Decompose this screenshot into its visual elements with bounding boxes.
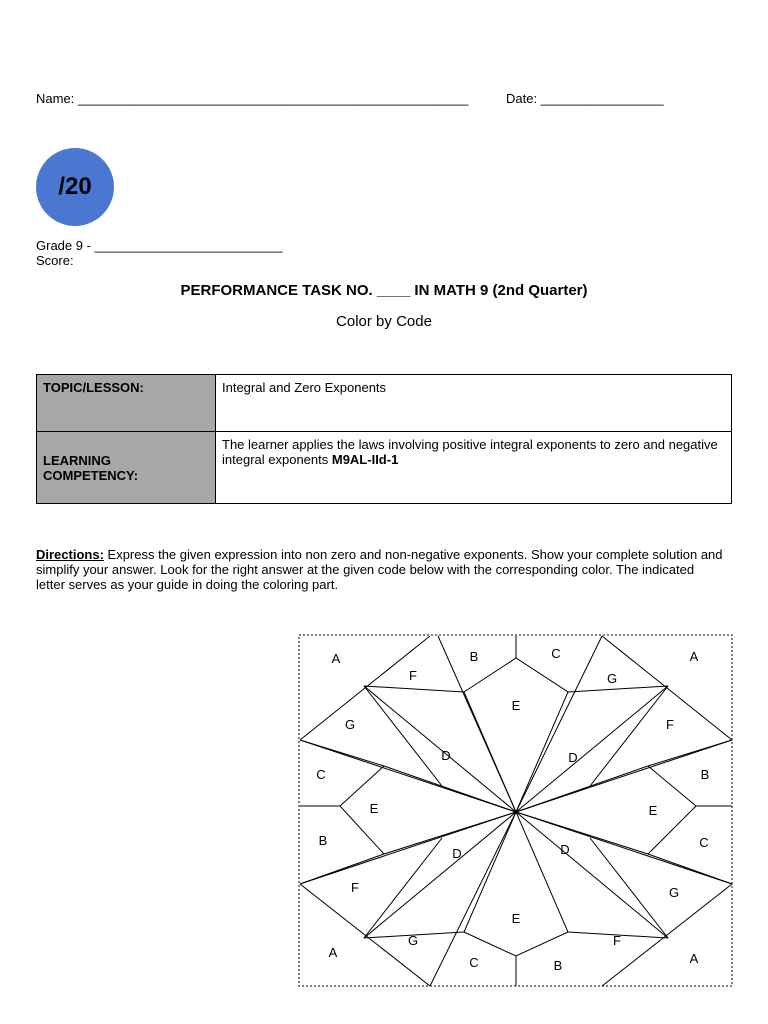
date-blank[interactable]: _________________ <box>540 91 664 106</box>
region-letter: D <box>441 748 451 763</box>
region-letter: B <box>469 649 479 664</box>
color-by-code-quilt <box>298 634 734 988</box>
region-letter: C <box>699 835 709 850</box>
competency-label: LEARNING COMPETENCY: <box>37 432 216 504</box>
region-letter: A <box>328 945 338 960</box>
date-field[interactable] <box>506 91 664 106</box>
lesson-info-table <box>36 374 732 504</box>
table-row <box>37 432 732 504</box>
name-field[interactable] <box>36 91 468 106</box>
region-letter: C <box>316 767 326 782</box>
region-letter: F <box>351 880 359 895</box>
competency-value: The learner applies the laws involving positive integral exponents to zero and negative integral exponents <box>222 437 718 467</box>
region-letter: G <box>668 885 680 900</box>
topic-label: TOPIC/LESSON: <box>37 375 216 432</box>
grade-line[interactable]: Grade 9 - __________________________ <box>36 238 283 253</box>
region-letter: D <box>452 846 462 861</box>
region-letter: B <box>700 767 710 782</box>
region-letter: C <box>469 955 479 970</box>
name-label: Name: <box>36 91 75 106</box>
region-letter: G <box>606 671 618 686</box>
competency-code: M9AL-IId-1 <box>331 452 399 467</box>
region-letter: B <box>553 958 563 973</box>
region-letter: A <box>689 649 699 664</box>
region-letter: B <box>318 833 328 848</box>
score-badge-text: /20 <box>58 173 92 200</box>
directions-text: Express the given expression into non zero and non-negative exponents. Show your complete solution and simplify your answer. Look for the right answer at the given code below with the corresponding color. The indicated letter serves as your guide in doing the coloring part. <box>36 547 723 592</box>
region-letter: G <box>407 933 419 948</box>
region-letter: E <box>511 698 521 713</box>
region-letter: G <box>344 717 356 732</box>
directions-label: Directions: <box>36 547 104 562</box>
score-badge <box>36 148 114 226</box>
region-letter: C <box>551 646 561 661</box>
region-letter: F <box>613 933 621 948</box>
region-letter: D <box>568 750 578 765</box>
region-letter: F <box>666 717 674 732</box>
quilt-lines <box>300 636 732 986</box>
page-subtitle: Color by Code <box>336 313 432 330</box>
competency-cell <box>216 432 732 504</box>
score-label: Score: <box>36 253 74 268</box>
region-letter: D <box>560 842 570 857</box>
topic-value: Integral and Zero Exponents <box>216 375 732 432</box>
region-letter: A <box>689 951 699 966</box>
region-letter: A <box>331 651 341 666</box>
region-letter: F <box>409 668 417 683</box>
name-blank[interactable]: ______________________________________________________ <box>77 91 469 106</box>
page-title: PERFORMANCE TASK NO. ____ IN MATH 9 (2nd Quarter) <box>180 282 588 299</box>
region-letter: E <box>511 911 521 926</box>
region-letter: E <box>648 803 658 818</box>
date-label: Date: <box>506 91 538 106</box>
table-row <box>37 375 732 432</box>
grade-score-block <box>36 238 283 268</box>
region-letter: E <box>369 801 379 816</box>
directions-paragraph <box>36 547 726 592</box>
